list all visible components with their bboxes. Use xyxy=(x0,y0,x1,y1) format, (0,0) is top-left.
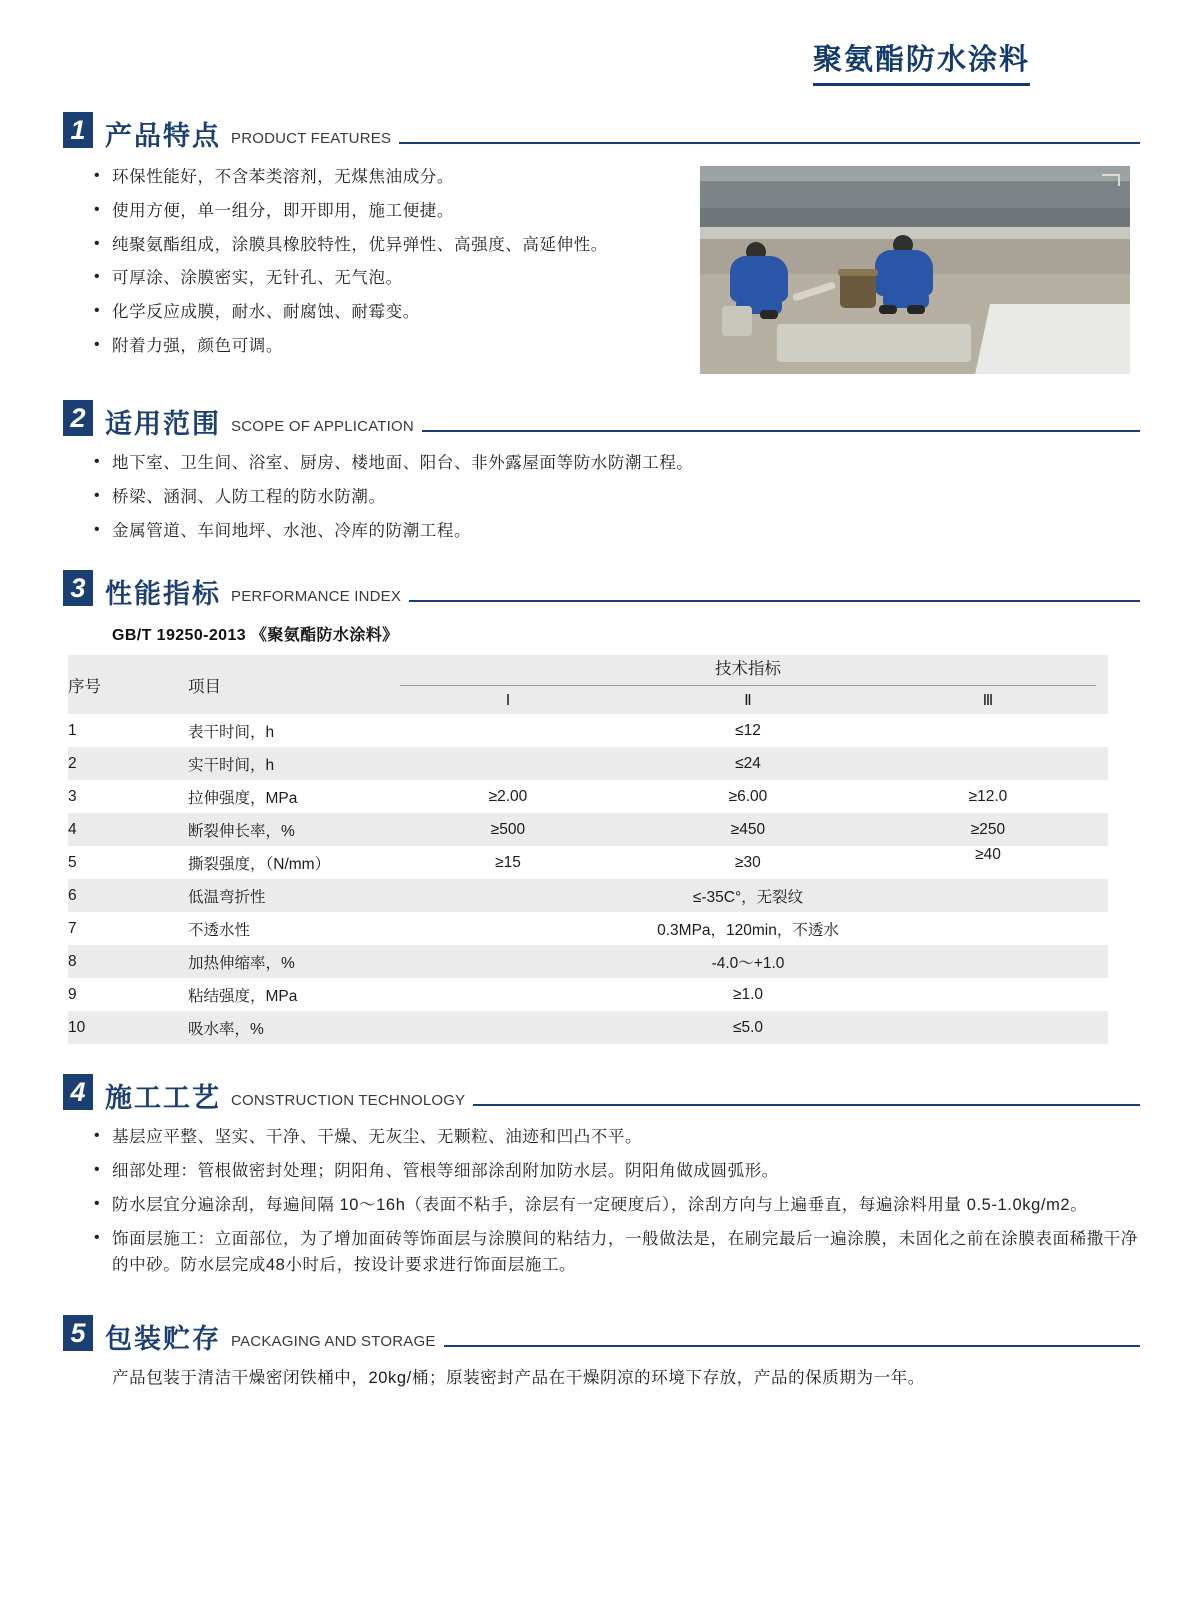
section-header xyxy=(60,112,1140,152)
cell-no: 3 xyxy=(68,780,188,813)
table-row xyxy=(68,714,1108,747)
section-number: 1 xyxy=(63,112,93,148)
list-item: • 桥梁、涵洞、人防工程的防水防潮。 xyxy=(112,484,1140,511)
table-row xyxy=(68,846,1108,879)
section-product-features xyxy=(60,112,1140,374)
cell-value-1: ≥2.00 xyxy=(388,780,628,813)
cell-value-2: ≥6.00 xyxy=(628,780,868,813)
performance-table xyxy=(68,655,1108,1044)
list-item: • 纯聚氨酯组成，涂膜具橡胶特性，优异弹性、高强度、高延伸性。 xyxy=(112,232,700,259)
section-title-cn: 性能指标 xyxy=(105,579,221,610)
cell-no: 6 xyxy=(68,879,188,912)
cell-no: 4 xyxy=(68,813,188,846)
product-application-photo xyxy=(700,166,1130,374)
list-item: • 环保性能好，不含苯类溶剂，无煤焦油成分。 xyxy=(112,164,700,191)
table-row xyxy=(68,747,1108,780)
column-header-item: 项目 xyxy=(188,655,388,714)
table-row xyxy=(68,1011,1108,1044)
section-number: 3 xyxy=(63,570,93,606)
cell-item: 实干时间，h xyxy=(188,747,388,780)
page-title: 聚氨酯防水涂料 xyxy=(813,42,1030,86)
scope-list xyxy=(60,450,1140,544)
section-number: 4 xyxy=(63,1074,93,1110)
section-rule xyxy=(473,1104,1140,1106)
cell-value-3: ≥40 xyxy=(868,846,1108,879)
bucket-lid xyxy=(838,269,878,276)
section-header xyxy=(60,570,1140,610)
cell-item: 拉伸强度，MPa xyxy=(188,780,388,813)
cell-value: ≤-35C°，无裂纹 xyxy=(388,879,1108,912)
section-title-en: SCOPE OF APPLICATION xyxy=(231,418,414,436)
cell-value: -4.0～+1.0 xyxy=(388,945,1108,978)
cell-value-1: ≥500 xyxy=(388,813,628,846)
cell-value: ≤5.0 xyxy=(388,1011,1108,1044)
section-scope-of-application xyxy=(60,400,1140,544)
cell-no: 7 xyxy=(68,912,188,945)
table-row xyxy=(68,945,1108,978)
cell-value: 0.3MPa，120min，不透水 xyxy=(388,912,1108,945)
section-title-en: PRODUCT FEATURES xyxy=(231,130,392,148)
cell-value: ≥1.0 xyxy=(388,978,1108,1011)
paint-bucket xyxy=(840,274,876,308)
water-container xyxy=(722,306,752,336)
column-header-no: 序号 xyxy=(68,655,188,714)
cell-value-1: ≥15 xyxy=(388,846,628,879)
table-header-row xyxy=(68,655,1108,686)
table-row xyxy=(68,879,1108,912)
list-item: • 饰面层施工：立面部位，为了增加面砖等饰面层与涂膜间的粘结力，一般做法是，在刷完最后一遍涂膜，未固化之前在涂膜表面稀撒干净的中砂。防水层完成48小时后，按设计要求进行饰面层施工。 xyxy=(112,1226,1140,1279)
cell-item: 粘结强度，MPa xyxy=(188,978,388,1011)
packaging-text: 产品包装于清洁干燥密闭铁桶中，20kg/桶；原装密封产品在干燥阴凉的环境下存放，产品的保质期为一年。 xyxy=(112,1369,925,1387)
cell-item: 低温弯折性 xyxy=(188,879,388,912)
grade-header-2: Ⅱ xyxy=(628,686,868,714)
cell-item: 撕裂强度，（N/mm） xyxy=(188,846,388,879)
section-rule xyxy=(399,142,1140,144)
section-number: 5 xyxy=(63,1315,93,1351)
column-header-tech-label: 技术指标 xyxy=(715,660,781,679)
cell-no: 1 xyxy=(68,714,188,747)
section-rule xyxy=(422,430,1140,432)
section-title-cn: 产品特点 xyxy=(105,121,221,152)
list-item: • 防水层宜分遍涂刮，每遍间隔 10～16h（表面不粘手，涂层有一定硬度后），涂刮方向与上遍垂直，每遍涂料用量 0.5-1.0kg/m2。 xyxy=(112,1192,1140,1219)
section-packaging-and-storage xyxy=(60,1315,1140,1391)
cell-no: 9 xyxy=(68,978,188,1011)
grade-header-3: Ⅲ xyxy=(868,686,1108,714)
section-title-cn: 适用范围 xyxy=(105,409,221,440)
section-title-en: PACKAGING AND STORAGE xyxy=(231,1333,436,1350)
cell-value: ≤24 xyxy=(388,747,1108,780)
list-item: • 金属管道、车间地坪、水池、冷库的防潮工程。 xyxy=(112,518,1140,545)
cell-item: 加热伸缩率，% xyxy=(188,945,388,978)
section-title-cn: 施工工艺 xyxy=(105,1083,221,1114)
grade-header-1: Ⅰ xyxy=(388,686,628,714)
cell-value-2: ≥30 xyxy=(628,846,868,879)
list-item: • 化学反应成膜，耐水、耐腐蚀、耐霉变。 xyxy=(112,299,700,326)
section-rule xyxy=(444,1345,1140,1347)
photo-corner-mark xyxy=(1102,174,1120,186)
cell-no: 10 xyxy=(68,1011,188,1044)
section-number: 2 xyxy=(63,400,93,436)
section-title-en: PERFORMANCE INDEX xyxy=(231,588,402,606)
list-item: • 细部处理：管根做密封处理；阴阳角、管根等细部涂刮附加防水层。阴阳角做成圆弧形。 xyxy=(112,1158,1140,1185)
column-header-tech xyxy=(388,655,1108,686)
list-item: • 地下室、卫生间、浴室、厨房、楼地面、阳台、非外露屋面等防水防潮工程。 xyxy=(112,450,1140,477)
cell-value-3: ≥250 xyxy=(868,813,1108,846)
section-title-en: CONSTRUCTION TECHNOLOGY xyxy=(231,1092,466,1110)
section-header xyxy=(60,1315,1140,1354)
feature-list xyxy=(60,164,700,359)
section-title-cn: 包装贮存 xyxy=(105,1324,221,1354)
list-item: • 使用方便，单一组分，即开即用，施工便捷。 xyxy=(112,198,700,225)
section-construction-technology xyxy=(60,1074,1140,1279)
list-item: • 可厚涂、涂膜密实，无针孔、无气泡。 xyxy=(112,265,700,292)
section-rule xyxy=(409,600,1140,602)
cell-no: 5 xyxy=(68,846,188,879)
cell-item: 表干时间，h xyxy=(188,714,388,747)
cell-item: 断裂伸长率，% xyxy=(188,813,388,846)
list-item: • 附着力强，颜色可调。 xyxy=(112,333,700,360)
cell-value: ≤12 xyxy=(388,714,1108,747)
section-header xyxy=(60,400,1140,440)
cell-item: 不透水性 xyxy=(188,912,388,945)
table-row xyxy=(68,912,1108,945)
cell-no: 8 xyxy=(68,945,188,978)
table-row xyxy=(68,813,1108,846)
cell-no: 2 xyxy=(68,747,188,780)
section-performance-index xyxy=(60,570,1140,1044)
table-row xyxy=(68,978,1108,1011)
standard-reference: GB/T 19250-2013 《聚氨酯防水涂料》 xyxy=(112,627,399,645)
cell-item: 吸水率，% xyxy=(188,1011,388,1044)
section-header xyxy=(60,1074,1140,1114)
cell-value-2: ≥450 xyxy=(628,813,868,846)
table-row xyxy=(68,780,1108,813)
construction-list xyxy=(60,1124,1140,1279)
cell-value-3: ≥12.0 xyxy=(868,780,1108,813)
title-area xyxy=(60,0,1140,86)
list-item: • 基层应平整、坚实、干净、干燥、无灰尘、无颗粒、油迹和凹凸不平。 xyxy=(112,1124,1140,1151)
